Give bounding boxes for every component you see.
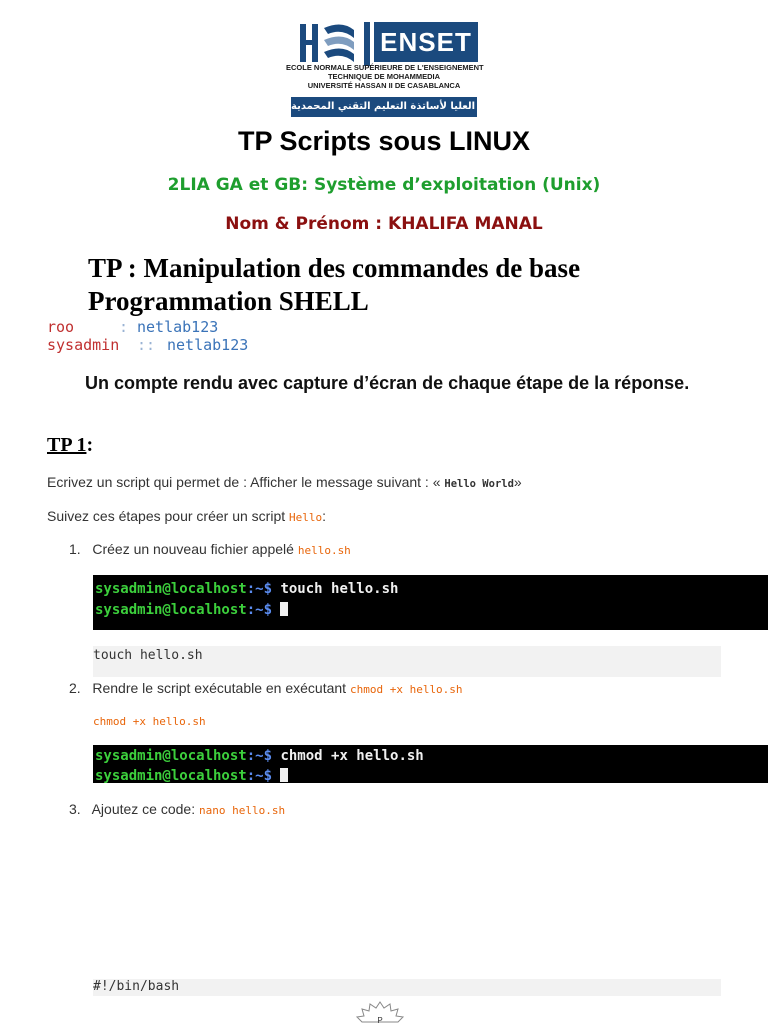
logo-divider — [364, 22, 370, 66]
step-1: 1. Créez un nouveau fichier appelé hello.sh — [69, 541, 351, 557]
terminal-screenshot-1 — [93, 575, 768, 630]
tp1-intro: Ecrivez un script qui permet de : Afficher le message suivant : « Hello World» — [47, 474, 522, 490]
hello-world-message: Hello World — [444, 478, 514, 490]
step-2-code: chmod +x hello.sh — [349, 683, 463, 696]
logo-line-3: UNIVERSITÉ HASSAN II DE CASABLANCA — [307, 81, 461, 90]
page-badge — [350, 1000, 410, 1024]
script-name: Hello — [289, 511, 323, 524]
student-name: Nom & Prénom : KHALIFA MANAL — [225, 214, 543, 234]
credential-user: roo — [47, 318, 75, 336]
step-1-code: hello.sh — [297, 544, 351, 557]
document-title: TP Scripts sous LINUX — [237, 126, 531, 156]
terminal-line: sysadmin@localhost:~$ chmod +x hello.sh — [95, 748, 424, 764]
terminal-cursor — [280, 602, 288, 616]
logo-line-1: ECOLE NORMALE SUPÉRIEURE DE L'ENSEIGNEMENT — [286, 63, 484, 72]
logo-arabic-banner: المدرسة العليا لأساتذة التعليم التقني المحمدية — [291, 97, 477, 117]
credential-password: netlab123 — [137, 318, 219, 336]
tp-heading-line-2: Programmation SHELL — [88, 286, 369, 316]
step-3: 3. Ajoutez ce code: nano hello.sh — [69, 801, 286, 817]
step-2-command: chmod +x hello.sh — [93, 715, 206, 728]
report-instructions: Un compte rendu avec capture d’écran de chaque étape de la réponse. — [85, 373, 690, 393]
logo-brand: ENSET — [374, 22, 478, 62]
credential-separator: :: — [137, 336, 156, 354]
terminal-cursor — [280, 768, 288, 782]
credential-row — [47, 336, 249, 354]
badge-seal-icon — [350, 1000, 410, 1024]
tp-heading — [88, 252, 728, 318]
code-block-2: #!/bin/bash — [93, 979, 721, 996]
steps-intro: Suivez ces étapes pour créer un script Hello: — [47, 508, 327, 524]
terminal-line: sysadmin@localhost:~$ — [95, 601, 288, 619]
enset-logo — [286, 14, 520, 118]
tp-heading-line-1: TP : Manipulation des commandes de base — [88, 253, 581, 283]
credential-password: netlab123 — [167, 336, 249, 354]
credential-separator: : — [119, 318, 129, 336]
code-block-1: touch hello.sh — [93, 646, 721, 677]
uh2-emblem-icon — [298, 20, 356, 66]
step-3-code: nano hello.sh — [199, 804, 286, 817]
terminal-screenshot-2 — [93, 745, 768, 783]
step-2: 2. Rendre le script exécutable en exécutant chmod +x hello.sh — [69, 680, 463, 696]
credential-user: sysadmin — [47, 336, 120, 354]
terminal-line: sysadmin@localhost:~$ — [95, 767, 288, 783]
course-subtitle: 2LIA GA et GB: Système d’exploitation (Unix) — [167, 175, 601, 195]
tp1-heading: TP 1: — [47, 434, 94, 456]
terminal-line: sysadmin@localhost:~$ touch hello.sh — [95, 581, 399, 597]
logo-line-2: TECHNIQUE DE MOHAMMEDIA — [327, 72, 441, 81]
credential-row — [47, 318, 219, 336]
svg-text:P: P — [377, 1016, 383, 1024]
